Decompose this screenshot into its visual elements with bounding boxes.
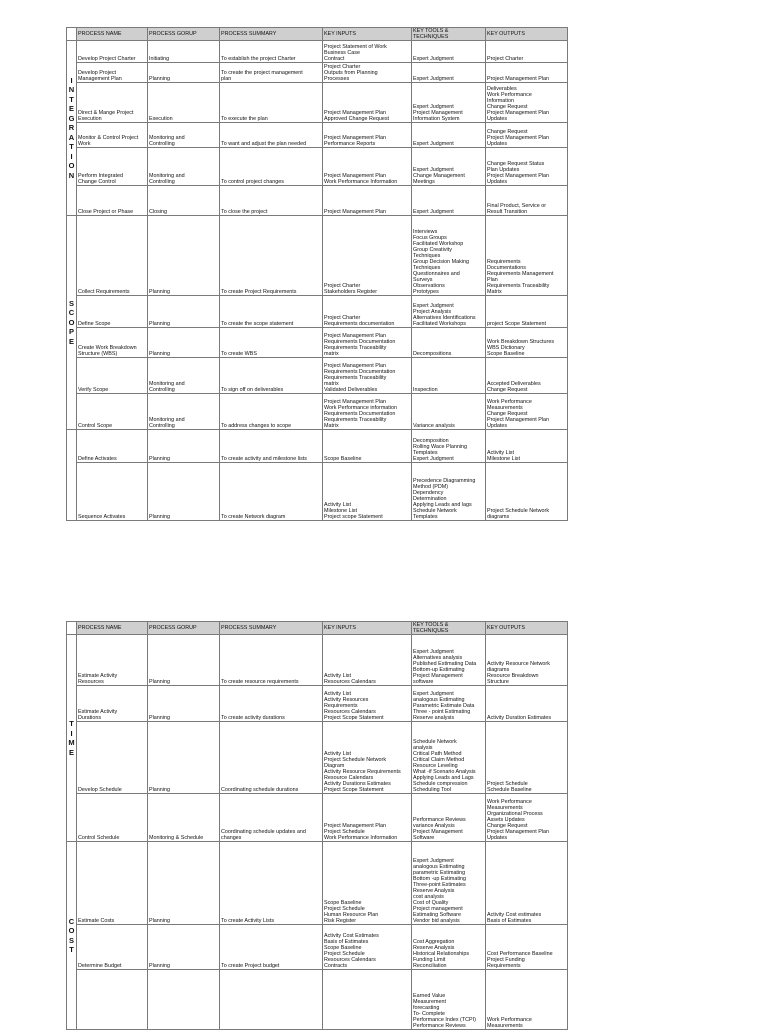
key-inputs-cell: Project Management Plan Work Performance information Requirements Documentation Requirements Traceability Matrix: [323, 394, 412, 430]
key-outputs-cell: Change Request Project Management Plan Updates: [486, 123, 568, 148]
key-tools-cell: Earned Value Measurement forecasting To- Complete Performance Index (TCPI) Performance Reviews: [412, 970, 486, 1030]
process-summary-cell: Coordinating schedule updates and changes: [220, 794, 323, 842]
process-summary-cell: To create the scope statement: [220, 296, 323, 328]
process-summary-cell: To create Activity Lists: [220, 842, 323, 925]
process-summary-cell: To create Project Requirements: [220, 216, 323, 296]
process-name-cell: Develop Schedule: [77, 722, 148, 794]
key-inputs-cell: Activity List Project Schedule Network Diagram Activity Resource Requirements Resource Calendars Activity Durations Estimates Project Scope Statement: [323, 722, 412, 794]
process-group-cell: Planning: [148, 216, 220, 296]
table-row: [67, 722, 568, 794]
process-summary-cell: To address changes to scope: [220, 394, 323, 430]
column-header: KEY TOOLS & TECHNIQUES: [412, 622, 486, 635]
process-name-cell: Sequence Activates: [77, 463, 148, 521]
key-inputs-cell: Project Management Plan Approved Change Request: [323, 83, 412, 123]
process-name-cell: Direct & Mange Project Execution: [77, 83, 148, 123]
process-group-cell: Monitoring and Controlling: [148, 394, 220, 430]
header-corner-cell: [67, 622, 77, 635]
table-row: [67, 394, 568, 430]
key-outputs-cell: Project Charter: [486, 41, 568, 63]
header-corner-cell: [67, 28, 77, 41]
key-inputs-cell: Activity Cost Estimates Basis of Estimates Scope Baseline Project Schedule Resources Calendars Contracts: [323, 925, 412, 970]
key-inputs-cell: Scope Baseline Project Schedule Human Resource Plan Risk Register: [323, 842, 412, 925]
key-tools-cell: Precedence Diagramming Method (PDM) Dependency Determination Applying Leads and lags Schedule Network Templates: [412, 463, 486, 521]
knowledge-area-label: S C O P E: [67, 216, 77, 430]
process-summary-cell: To create activity durations: [220, 686, 323, 722]
process-name-cell: Verify Scope: [77, 358, 148, 394]
process-group-cell: Planning: [148, 635, 220, 686]
table-row: [67, 925, 568, 970]
column-header: PROCESS GORUP: [148, 28, 220, 41]
table-row: [67, 842, 568, 925]
process-summary-cell: To create resource requirements: [220, 635, 323, 686]
key-tools-cell: Schedule Network analysis Critical Path Method Critical Claim Method Resource Leveling What -if Scenario Analysis Applying Leads and Lags Schedule compression Scheduling Tool: [412, 722, 486, 794]
sheet-page-1: [66, 27, 567, 546]
key-tools-cell: Expert Judgment Alternatives analysis Published Estimating Data Bottom-up Estimating Project Management software: [412, 635, 486, 686]
table-row: [67, 63, 568, 83]
process-summary-cell: To create Network diagram: [220, 463, 323, 521]
key-outputs-cell: Project Schedule Schedule Baseline: [486, 722, 568, 794]
key-outputs-cell: Change Request Status Plan Updates Project Management Plan Updates: [486, 148, 568, 186]
process-name-cell: Estimate Activity Resources: [77, 635, 148, 686]
table-row: [67, 216, 568, 296]
process-group-cell: Execution: [148, 83, 220, 123]
column-header: PROCESS SUMMARY: [220, 622, 323, 635]
key-tools-cell: Inspection: [412, 358, 486, 394]
column-header: PROCESS SUMMARY: [220, 28, 323, 41]
key-tools-cell: Decomposition Rolling Wace Planning Templates Expert Judgment: [412, 430, 486, 463]
process-summary-cell: To sign off on deliverables: [220, 358, 323, 394]
process-group-cell: Monitoring and Controlling: [148, 358, 220, 394]
column-header: KEY INPUTS: [323, 28, 412, 41]
key-outputs-cell: Activity Cost estimates Basis of Estimates: [486, 842, 568, 925]
key-tools-cell: Expert Judgment: [412, 63, 486, 83]
process-group-cell: Planning: [148, 722, 220, 794]
header-row: [67, 28, 568, 41]
process-group-cell: Monitoring and Controlling: [148, 123, 220, 148]
table-row: [67, 794, 568, 842]
sheet-page-2: [66, 621, 567, 1029]
process-group-cell: [148, 970, 220, 1030]
process-summary-cell: [220, 970, 323, 1030]
key-inputs-cell: [323, 970, 412, 1030]
process-group-cell: Monitoring and Controlling: [148, 148, 220, 186]
table-row: [67, 123, 568, 148]
table-row: [67, 970, 568, 1030]
key-outputs-cell: Activity List Milestone List: [486, 430, 568, 463]
key-inputs-cell: Project Charter Requirements documentation: [323, 296, 412, 328]
key-outputs-cell: Work Performance Measurements: [486, 970, 568, 1030]
key-inputs-cell: Project Charter Stakeholders Register: [323, 216, 412, 296]
process-name-cell: Define Scope: [77, 296, 148, 328]
process-summary-cell: To execute the plan: [220, 83, 323, 123]
process-group-cell: Planning: [148, 686, 220, 722]
process-name-cell: Control Scope: [77, 394, 148, 430]
key-tools-cell: Expert Judgment Project Analysis Alternatives Identifications Facilitated Workshops: [412, 296, 486, 328]
column-header: PROCESS NAME: [77, 622, 148, 635]
key-tools-cell: Expert Judgment: [412, 123, 486, 148]
key-inputs-cell: Project Management Plan Project Schedule Work Performance Information: [323, 794, 412, 842]
key-tools-cell: Decompositions: [412, 328, 486, 358]
process-group-cell: Monitoring & Schedule: [148, 794, 220, 842]
process-name-cell: Determine Budget: [77, 925, 148, 970]
table-row: [67, 148, 568, 186]
process-summary-cell: To close the project: [220, 186, 323, 216]
key-tools-cell: Expert Judgment analogous Estimating parametric Estimating Bottom -up Estimating Three-point Estimates Reserve Analysis cost analysis Cost of Quality Project management Estimating Software Vendor bid analysis: [412, 842, 486, 925]
table-row: [67, 41, 568, 63]
key-inputs-cell: Activity List Activity Resources Requirements Resources Calendars Project Scope Statement: [323, 686, 412, 722]
column-header: KEY OUTPUTS: [486, 622, 568, 635]
process-summary-cell: To control project changes: [220, 148, 323, 186]
process-group-cell: Planning: [148, 430, 220, 463]
process-name-cell: [77, 970, 148, 1030]
process-name-cell: Define Activates: [77, 430, 148, 463]
process-name-cell: Perform Integrated Change Control: [77, 148, 148, 186]
process-summary-cell: To establish the project Charter: [220, 41, 323, 63]
key-tools-cell: Cost Aggregation Reserve Analysis Historical Relationships Funding Limit Reconciliation: [412, 925, 486, 970]
key-outputs-cell: Final Product, Service or Result Transition: [486, 186, 568, 216]
process-group-cell: Planning: [148, 925, 220, 970]
key-outputs-cell: Cost Performance Baseline Project Funding Requirements: [486, 925, 568, 970]
key-inputs-cell: Project Management Plan Requirements Documentation Requirements Traceability matrix: [323, 328, 412, 358]
process-name-cell: Develop Project Management Plan: [77, 63, 148, 83]
process-name-cell: Close Project or Phase: [77, 186, 148, 216]
process-name-cell: Estimate Costs: [77, 842, 148, 925]
process-name-cell: Develop Project Charter: [77, 41, 148, 63]
column-header: PROCESS GORUP: [148, 622, 220, 635]
process-summary-cell: To create WBS: [220, 328, 323, 358]
key-outputs-cell: Accepted Deliverables Change Request: [486, 358, 568, 394]
table-row: [67, 358, 568, 394]
knowledge-area-label: T I M E: [67, 635, 77, 842]
column-header: KEY INPUTS: [323, 622, 412, 635]
process-group-cell: Planning: [148, 296, 220, 328]
process-summary-cell: To want and adjust the plan needed: [220, 123, 323, 148]
knowledge-area-label: [67, 430, 77, 521]
key-outputs-cell: Work Breakdown Structures WBS Dictionary Scope Baseline: [486, 328, 568, 358]
table-row: [67, 296, 568, 328]
process-table-1: [66, 27, 568, 521]
key-outputs-cell: Activity Duration Estimates: [486, 686, 568, 722]
column-header: PROCESS NAME: [77, 28, 148, 41]
key-inputs-cell: Activity List Milestone List Project scope Statement: [323, 463, 412, 521]
key-outputs-cell: Project Schedule Network diagrams: [486, 463, 568, 521]
process-group-cell: Planning: [148, 63, 220, 83]
key-inputs-cell: Project Management Plan Performance Reports: [323, 123, 412, 148]
knowledge-area-label: I N T E G R A T I O N: [67, 41, 77, 216]
key-outputs-cell: Activity Resource Network diagrams Resource Breakdown Structure: [486, 635, 568, 686]
column-header: KEY OUTPUTS: [486, 28, 568, 41]
table-row: [67, 686, 568, 722]
key-outputs-cell: Work Performance Measurements Organizational Process Assets Updates Change Request Project Management Plan Updates: [486, 794, 568, 842]
key-tools-cell: Expert Judgment: [412, 186, 486, 216]
key-inputs-cell: Project Statement of Work Business Case Contract: [323, 41, 412, 63]
key-tools-cell: Expert Judgment Change Management Meetings: [412, 148, 486, 186]
key-outputs-cell: Requirements Documentations Requirements Management Plan Requirements Traceability Matrix: [486, 216, 568, 296]
key-tools-cell: Variance analysis: [412, 394, 486, 430]
process-name-cell: Monitor & Control Project Work: [77, 123, 148, 148]
process-group-cell: Planning: [148, 463, 220, 521]
header-row: [67, 622, 568, 635]
key-inputs-cell: Project Management Plan Work Performance Information: [323, 148, 412, 186]
key-inputs-cell: Scope Baseline: [323, 430, 412, 463]
process-summary-cell: To create activity and milestone lists: [220, 430, 323, 463]
process-group-cell: Planning: [148, 842, 220, 925]
key-inputs-cell: Project Charter Outputs from Planning Processes: [323, 63, 412, 83]
table-row: [67, 635, 568, 686]
key-tools-cell: Interviews Focus Groups Facilitated Workshop Group Creativity Techniques Group Decision Making Techniques Questionnaires and Surveys Observations Prototypes: [412, 216, 486, 296]
key-outputs-cell: Work Performance Measurements Change Request Project Management Plan Updates: [486, 394, 568, 430]
table-row: [67, 83, 568, 123]
key-inputs-cell: Project Management Plan: [323, 186, 412, 216]
key-inputs-cell: Project Management Plan Requirements Documentation Requirements Traceability matrix Validated Deliverables: [323, 358, 412, 394]
key-outputs-cell: Project Management Plan: [486, 63, 568, 83]
process-summary-cell: To create the project management plan: [220, 63, 323, 83]
key-tools-cell: Expert Judgment Project Management Information System: [412, 83, 486, 123]
knowledge-area-label: C O S T: [67, 842, 77, 1030]
process-name-cell: Create Work Breakdown Structure (WBS): [77, 328, 148, 358]
table-row: [67, 186, 568, 216]
process-name-cell: Collect Requirements: [77, 216, 148, 296]
process-name-cell: Control Schedule: [77, 794, 148, 842]
table-row: [67, 430, 568, 463]
process-group-cell: Initiating: [148, 41, 220, 63]
key-outputs-cell: Deliverables Work Performance Information Change Request Project Management Plan Updates: [486, 83, 568, 123]
key-tools-cell: Expert Judgment analogous Estimating Parametric Estimate Data Three - point Estimating Reserve analysis: [412, 686, 486, 722]
key-tools-cell: Performance Reviews variance Analysis Project Management Software: [412, 794, 486, 842]
process-table-2: [66, 621, 568, 1030]
key-tools-cell: Expert Judgment: [412, 41, 486, 63]
column-header: KEY TOOLS & TECHNIQUES: [412, 28, 486, 41]
table-row: [67, 328, 568, 358]
key-outputs-cell: project Scope Statement: [486, 296, 568, 328]
key-inputs-cell: Activity List Resources Calendars: [323, 635, 412, 686]
process-summary-cell: Coordinating schedule durations: [220, 722, 323, 794]
process-summary-cell: To create Project budget: [220, 925, 323, 970]
process-name-cell: Estimate Activity Durations: [77, 686, 148, 722]
process-group-cell: Planning: [148, 328, 220, 358]
process-group-cell: Closing: [148, 186, 220, 216]
table-row: [67, 463, 568, 521]
